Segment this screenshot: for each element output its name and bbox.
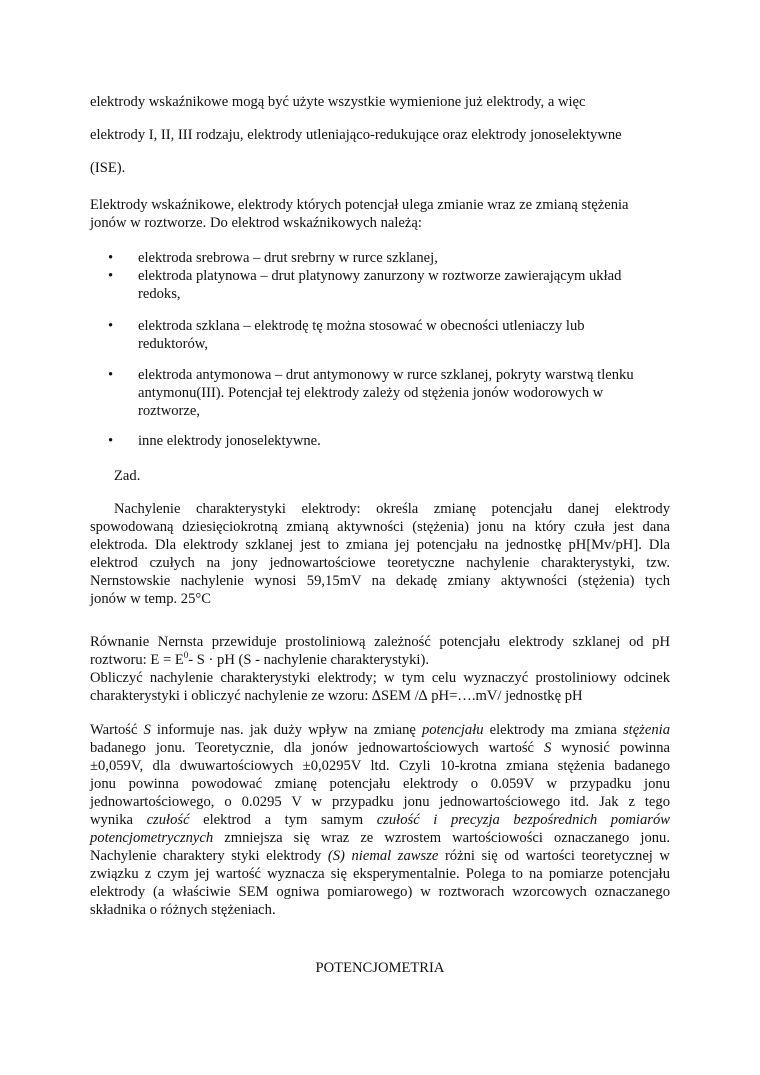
- list-item: [108, 249, 668, 267]
- definition-line-1: Elektrody wskaźnikowe, elektrody których potencjał ulega zmianie wraz ze zmianą stężenia: [90, 197, 629, 213]
- list-item-text: reduktorów,: [138, 336, 208, 352]
- equation-superscript: 0: [183, 650, 189, 661]
- value-line: jonu powinna powodować zmianę potencjału elektrody o 0.059V w przypadku jonu: [90, 776, 670, 792]
- value-paragraph: [90, 721, 670, 919]
- bullet-icon: •: [108, 250, 114, 266]
- slope-line: spowodowaną dziesięciokrotną zmianą aktywności (stężenia) jonu na który czuła jest dana: [90, 519, 670, 535]
- nernst-line: Równanie Nernsta przewiduje prostoliniową zależność potencjału elektrody szklanej od pH: [90, 634, 670, 650]
- value-line: ±0,059V, dla dwuwartościowych ±0,0295V ltd. Czyli 10-krotna zmiana stężenia badanego: [90, 758, 670, 774]
- value-line: wynika czułość elektrod a tym samym czułość i precyzja bezpośrednich pomiarów: [90, 812, 670, 828]
- list-item-text: elektroda antymonowa – drut antymonowy w rurce szklanej, pokryty warstwą tlenku: [138, 367, 634, 383]
- list-item: [108, 267, 668, 303]
- value-line: jednowartościowego, o 0.0295 V w przypadku jonu jednowartościowego itd. Jak z tego: [90, 794, 670, 810]
- intro-line-3: (ISE).: [90, 160, 126, 176]
- bullet-icon: •: [108, 433, 114, 449]
- nernst-line: Obliczyć nachylenie charakterystyki elektrody; w tym celu wyznaczyć prostoliniowy odcinek: [90, 670, 670, 686]
- list-item: [108, 366, 668, 420]
- nernst-formula-line: charakterystyki i obliczyć nachylenie ze wzoru: ∆SEM /∆ pH=….mV/ jednostkę pH: [90, 688, 583, 704]
- nernst-paragraph: [90, 633, 670, 705]
- value-line: Wartość S informuje nas. jak duży wpływ na zmianę potencjału elektrody ma zmiana stężenia: [90, 722, 670, 738]
- intro-line-1: elektrody wskaźnikowe mogą być użyte wszystkie wymienione już elektrody, a więc: [90, 94, 586, 110]
- indicator-electrode-list-2: [108, 317, 668, 353]
- indicator-electrode-list-3: [108, 366, 668, 420]
- section-heading: POTENCJOMETRIA: [315, 960, 445, 976]
- indicator-electrode-list: [108, 249, 668, 303]
- intro-line-2: elektrody I, II, III rodzaju, elektrody utleniająco-redukujące oraz elektrody jonoselektywne: [90, 127, 622, 143]
- value-line: składnika o różnych stężeniach.: [90, 902, 276, 918]
- slope-line: Nernstowskie nachylenie wynosi 59,15mV na dekadę zmiany aktywności (stężenia) tych: [90, 573, 670, 589]
- value-line: elektrody (a właściwie SEM ogniwa pomiarowego) w roztworach wzorcowych oznaczanego: [90, 884, 670, 900]
- value-line: związku z czym jej wartość wyznacza się eksperymentalnie. Polega to na pomiarze potencjału: [90, 866, 670, 882]
- slope-paragraph: [90, 500, 670, 608]
- value-line: potencjometrycznych zmniejsza się wraz ze wzrostem wartościowości oznaczanego jonu.: [90, 830, 670, 846]
- value-line: Nachylenie charaktery styki elektrody (S) niemal zawsze różni się od wartości teoretycznej w: [90, 848, 670, 864]
- list-item-text: elektroda platynowa – drut platynowy zanurzony w roztworze zawierającym układ: [138, 268, 622, 284]
- list-item-text: inne elektrody jonoselektywne.: [138, 433, 321, 449]
- equation-text: - S · pH (S - nachylenie charakterystyki).: [188, 652, 429, 668]
- slope-line: Nachylenie charakterystyki elektrody: określa zmianę potencjału danej elektrody: [114, 501, 670, 517]
- task-label: Zad.: [114, 468, 141, 484]
- slope-line: elektrod czułych na jony jednowartościowe teoretyczne nachylenie charakterystyki, tzw.: [90, 555, 670, 571]
- bullet-icon: •: [108, 367, 114, 383]
- list-item-text: elektroda srebrowa – drut srebrny w rurce szklanej,: [138, 250, 438, 266]
- list-item: [108, 432, 668, 450]
- equation-text: roztworu: E = E: [90, 652, 184, 668]
- definition-line-2: jonów w roztworze. Do elektrod wskaźnikowych należą:: [90, 215, 422, 231]
- list-item-text: antymonu(III). Potencjał tej elektrody zależy od stężenia jonów wodorowych w: [138, 385, 604, 401]
- nernst-equation-line: [90, 651, 670, 669]
- value-line: badanego jonu. Teoretycznie, dla jonów jednowartościowych wartość S wynosić powinna: [90, 740, 670, 756]
- slope-line: jonów w temp. 25°C: [90, 591, 211, 607]
- list-item: [108, 317, 668, 353]
- indicator-electrode-list-4: [108, 432, 668, 450]
- bullet-icon: •: [108, 268, 114, 284]
- bullet-icon: •: [108, 318, 114, 334]
- slope-line: elektroda. Dla elektrody szklanej jest to zmiana jej potencjału na jednostkę pH[Mv/pH]. Dla: [90, 537, 670, 553]
- list-item-text: elektroda szklana – elektrodę tę można stosować w obecności utleniaczy lub: [138, 318, 585, 334]
- list-item-text: redoks,: [138, 286, 181, 302]
- list-item-text: roztworze,: [138, 403, 200, 419]
